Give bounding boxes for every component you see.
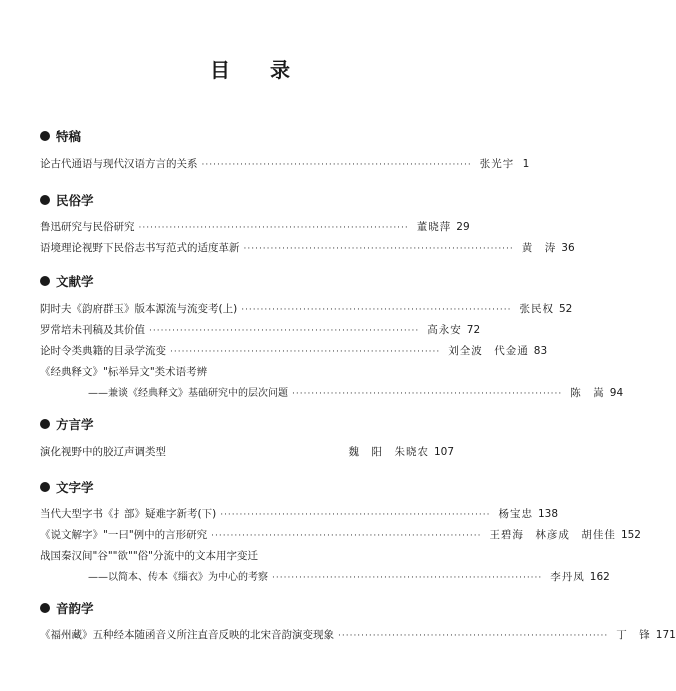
toc-entry-subtitle[interactable] [88,386,624,401]
section-heading-wenzi [40,478,94,496]
leader-dots: ······································································ [138,223,409,233]
entry-page: 138 [537,508,559,520]
toc-entry-main-title[interactable]: 战国秦汉间"谷""欲""俗"分流中的文本用字变迁 [40,550,258,562]
toc-entry[interactable] [40,344,548,359]
entry-author: 陈 嵩 [570,387,605,399]
toc-entry[interactable] [40,528,641,543]
entry-page: 152 [620,529,641,541]
section-name: 特稿 [56,129,82,144]
entry-author: 王碧海 林彦成 胡佳佳 [489,529,616,541]
section-name: 音韵学 [56,601,94,616]
page-title-right: 录 [270,58,290,82]
leader-dots: ······································································ [211,531,482,541]
bullet-icon [40,419,50,429]
entry-author: 魏 阳 朱晓农 [348,446,429,458]
toc-entry[interactable] [40,445,454,459]
entry-author: 刘全波 代金通 [448,345,529,357]
leader-dots: ······································································ [338,631,609,641]
section-heading-minsu [40,191,94,209]
entry-title: 《福州藏》五种经本随函音义所注直音反映的北宋音韵演变现象 [40,629,334,641]
entry-title: 论古代通语与现代汉语方言的关系 [40,158,198,170]
entry-page: 72 [466,324,481,336]
bullet-icon [40,276,50,286]
bullet-icon [40,131,50,141]
leader-dots: ······································································ [292,389,563,399]
entry-author: 张光宇 [479,158,515,170]
entry-title: 语境理论视野下民俗志书写范式的适度革新 [40,242,240,254]
toc-entry[interactable] [40,323,481,338]
entry-author: 李丹凤 [550,571,585,583]
entry-title: 鲁迅研究与民俗研究 [40,221,135,233]
entry-title: 罗常培未刊稿及其价值 [40,324,145,336]
toc-entry[interactable] [40,220,470,235]
entry-author: 杨宝忠 [498,508,533,520]
toc-entry-main-title[interactable]: 《经典释文》"标举异文"类术语考辨 [40,366,208,378]
toc-entry[interactable] [40,157,530,172]
leader-dots: ······································································ [170,347,441,357]
entry-page: 171 [655,629,676,641]
section-name: 方言学 [56,417,94,432]
entry-page: 29 [456,221,470,233]
entry-author: 董晓萍 [416,221,452,233]
entry-author: 高永安 [427,324,462,336]
bullet-icon [40,195,50,205]
entry-page: 162 [589,571,610,583]
section-heading-teguao [40,127,81,145]
toc-entry[interactable] [40,507,559,522]
section-heading-wenxian [40,272,94,290]
entry-page: 52 [558,303,573,315]
bullet-icon [40,603,50,613]
leader-dots: ······································································ [272,573,543,583]
entry-title: 演化视野中的胶辽声调类型 [40,446,166,458]
section-heading-yinyun [40,599,94,617]
section-name: 文字学 [56,480,94,495]
toc-entry-subtitle[interactable] [88,570,610,585]
entry-subtitle: ——兼谈《经典释文》基础研究中的层次问题 [88,388,288,399]
toc-entry[interactable] [40,628,676,643]
entry-author: 丁 锋 [616,629,651,641]
leader-dots: ······································································ [243,244,514,254]
entry-page: 36 [561,242,575,254]
entry-title: 当代大型字书《扌部》疑难字新考(下) [40,508,217,520]
entry-title: 《说文解字》"一曰"例中的言形研究 [40,529,208,541]
entry-author: 张民权 [519,303,554,315]
entry-page: 94 [609,387,624,399]
section-name: 文献学 [56,274,94,289]
bullet-icon [40,482,50,492]
entry-page: 107 [433,446,454,458]
leader-dots: ······································································ [201,160,472,170]
leader-dots: ······································································ [149,326,420,336]
entry-author: 黄 涛 [521,242,557,254]
section-heading-fangyan [40,415,94,433]
entry-page: 1 [522,158,530,170]
page-title-left: 目 [210,58,230,82]
leader-dots: ······································································ [241,305,512,315]
entry-title: 阴时夫《韵府群玉》版本源流与流变考(上) [40,303,238,315]
section-name: 民俗学 [56,193,94,208]
toc-entry[interactable] [40,241,575,256]
leader-dots: ······································································ [220,510,491,520]
entry-page: 83 [533,345,548,357]
entry-title: 论时令类典籍的目录学流变 [40,345,166,357]
entry-subtitle: ——以简本、传本《缁衣》为中心的考察 [88,572,268,583]
page-title [0,54,500,83]
toc-entry[interactable] [40,302,573,317]
